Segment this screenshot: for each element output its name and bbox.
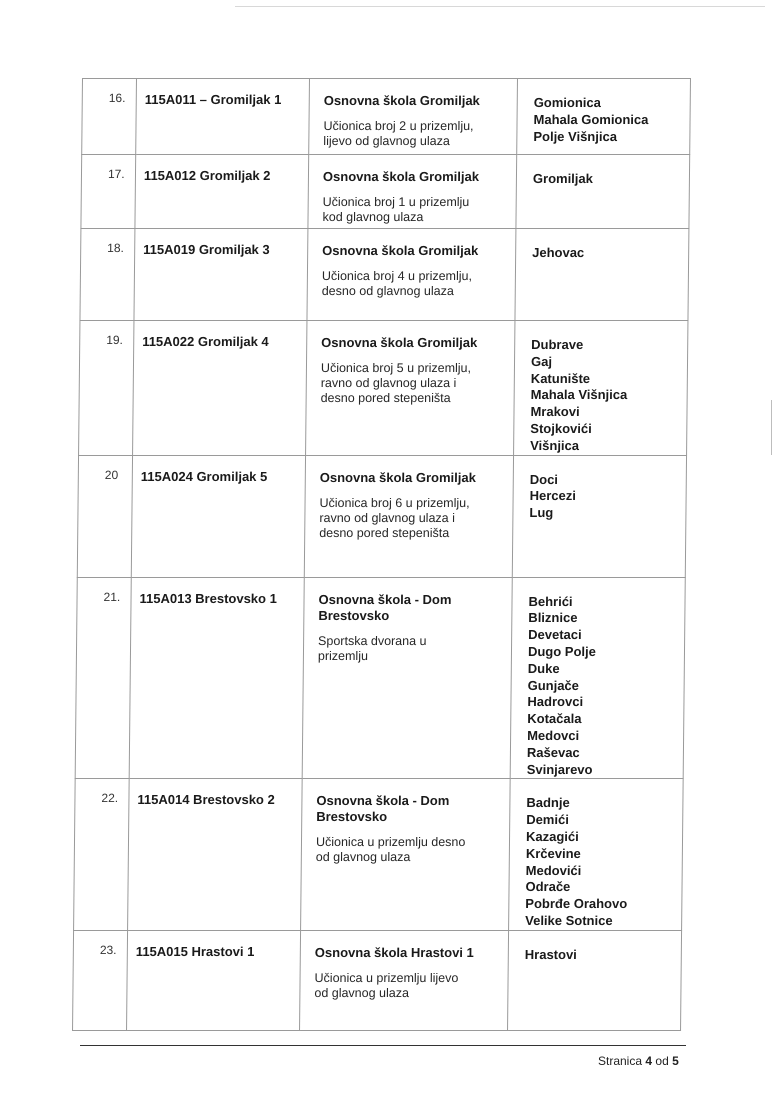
school-name-line: Osnovna škola Gromiljak xyxy=(322,169,480,184)
school-name-line: Osnovna škola Gromiljak xyxy=(322,243,479,258)
station-location xyxy=(306,321,515,456)
station-code: 115A024 Gromiljak 5 xyxy=(131,455,305,577)
table-row xyxy=(73,930,682,1030)
room-description xyxy=(322,269,505,299)
row-number: 21. xyxy=(75,577,131,779)
station-code: 115A015 Hrastovi 1 xyxy=(127,930,301,1030)
room-description xyxy=(316,835,499,865)
settlement-item: Gunjače xyxy=(527,677,580,693)
school-name-line: Osnovna škola - Dom xyxy=(318,591,452,607)
room-description-line: Sportska dvorana u xyxy=(318,633,427,648)
settlement-item: Doci xyxy=(529,471,559,487)
station-code: 115A022 Gromiljak 4 xyxy=(133,321,307,456)
polling-stations-table xyxy=(72,78,691,1031)
scan-edge-mark xyxy=(771,400,772,455)
station-code: 115A013 Brestovsko 1 xyxy=(129,577,304,779)
settlement-item: Medovići xyxy=(525,862,582,878)
row-number: 23. xyxy=(73,930,128,1030)
station-location xyxy=(300,930,509,1030)
room-description xyxy=(318,634,501,664)
settlements-list xyxy=(516,155,690,229)
room-description-line: Učionica u prizemlju desno xyxy=(315,835,466,850)
settlement-item: Mrakovi xyxy=(530,404,580,420)
school-name-line: Osnovna škola Hrastovi 1 xyxy=(314,944,474,960)
school-name xyxy=(315,945,498,961)
settlements-list xyxy=(508,930,682,1030)
settlement-item: Hrastovi xyxy=(524,946,577,962)
station-location xyxy=(301,779,511,930)
settlement-item: Hercezi xyxy=(529,488,576,504)
room-description xyxy=(323,119,506,149)
row-number: 19. xyxy=(79,321,134,456)
settlement-item: Jehovac xyxy=(532,245,585,260)
settlements-list xyxy=(515,229,689,321)
school-name-line: Osnovna škola Gromiljak xyxy=(323,93,480,108)
room-description xyxy=(322,195,505,225)
page-footer xyxy=(598,1054,679,1068)
footer-of: od xyxy=(655,1054,669,1068)
table-row xyxy=(79,321,688,456)
school-name xyxy=(323,169,506,185)
room-description xyxy=(319,496,502,541)
settlement-item: Katunište xyxy=(530,370,591,386)
settlement-item: Krčevine xyxy=(525,845,581,861)
footer-page-number: 4 xyxy=(645,1054,653,1068)
settlement-item: Višnjica xyxy=(530,437,580,453)
station-code: 115A014 Brestovsko 2 xyxy=(128,779,303,930)
table-row xyxy=(80,229,689,321)
room-description-line: prizemlju xyxy=(317,648,369,663)
settlement-item: Svinjarevo xyxy=(526,761,593,777)
polling-stations-table-wrapper xyxy=(72,78,690,1018)
table-row xyxy=(82,79,691,155)
settlement-item: Stojkovići xyxy=(530,420,592,436)
scan-edge-line xyxy=(235,6,765,7)
settlement-item: Pobrđe Orahovo xyxy=(525,896,628,912)
school-name xyxy=(316,793,499,825)
settlement-item: Lug xyxy=(529,505,554,521)
school-name-line: Osnovna škola - Dom xyxy=(316,793,450,809)
settlement-item: Velike Sotnice xyxy=(525,912,613,928)
station-location xyxy=(309,79,518,155)
table-row xyxy=(81,155,690,229)
school-name xyxy=(320,470,503,486)
settlements-list xyxy=(509,779,684,930)
settlement-item: Gaj xyxy=(530,353,553,369)
room-description-line: ravno od glavnog ulaza i xyxy=(320,376,457,390)
settlement-item: Duke xyxy=(527,660,560,676)
settlement-item: Demići xyxy=(526,812,569,828)
footer-label: Stranica xyxy=(598,1054,643,1068)
room-description-line: Učionica broj 2 u prizemlju, xyxy=(323,119,474,133)
footer-total-pages: 5 xyxy=(672,1054,679,1068)
room-description-line: desno pored stepeništa xyxy=(319,525,450,540)
school-name xyxy=(322,243,505,259)
station-code: 115A019 Gromiljak 3 xyxy=(134,229,308,321)
school-name xyxy=(324,93,507,109)
settlements-list xyxy=(514,321,688,456)
school-name-line: Osnovna škola Gromiljak xyxy=(319,469,476,485)
settlement-item: Dubrave xyxy=(531,337,584,352)
settlement-item: Gromiljak xyxy=(532,171,593,186)
school-name-line: Brestovsko xyxy=(318,607,390,623)
settlement-item: Kotačala xyxy=(527,711,582,727)
settlement-item: Gomionica xyxy=(533,95,602,110)
station-location xyxy=(302,577,512,779)
settlement-item: Bliznice xyxy=(528,610,578,626)
settlement-item: Mahala Gomionica xyxy=(533,111,649,127)
settlements-list xyxy=(517,79,691,155)
station-code: 115A012 Gromiljak 2 xyxy=(135,155,309,229)
settlement-item: Dugo Polje xyxy=(527,643,596,659)
station-code: 115A011 – Gromiljak 1 xyxy=(136,79,310,155)
table-row xyxy=(75,577,685,779)
settlement-item: Behrići xyxy=(528,593,573,609)
row-number: 18. xyxy=(80,229,135,321)
settlement-item: Kazagići xyxy=(525,828,579,844)
school-name xyxy=(321,335,504,351)
table-body xyxy=(73,79,691,1031)
room-description-line: ravno od glavnog ulaza i xyxy=(319,510,455,525)
settlement-item: Mahala Višnjica xyxy=(530,387,628,403)
row-number: 22. xyxy=(74,779,130,930)
table-row xyxy=(74,779,684,930)
settlement-item: Raševac xyxy=(526,744,580,760)
settlement-item: Medovci xyxy=(527,727,580,743)
school-name-line: Osnovna škola Gromiljak xyxy=(321,335,478,350)
room-description-line: Učionica broj 5 u prizemlju, xyxy=(320,361,472,375)
room-description-line: desno pored stepeništa xyxy=(320,391,451,405)
room-description-line: desno od glavnog ulaza xyxy=(321,284,454,298)
footer-rule xyxy=(80,1045,686,1046)
room-description-line: Učionica broj 6 u prizemlju, xyxy=(319,495,470,510)
room-description-line: Učionica u prizemlju lijevo xyxy=(314,970,459,985)
table-row xyxy=(77,455,686,577)
row-number: 16. xyxy=(82,79,137,155)
settlements-list xyxy=(510,577,685,779)
settlement-item: Polje Višnjica xyxy=(533,128,618,144)
settlement-item: Badnje xyxy=(526,795,570,811)
station-location xyxy=(304,455,513,577)
settlement-item: Hadrovci xyxy=(527,694,584,710)
school-name-line: Brestovsko xyxy=(316,809,388,825)
row-number: 20 xyxy=(77,455,132,577)
room-description-line: od glavnog ulaza xyxy=(314,985,410,1000)
room-description-line: Učionica broj 1 u prizemlju xyxy=(322,195,470,209)
room-description xyxy=(321,361,504,406)
settlement-item: Devetaci xyxy=(528,627,582,643)
room-description-line: Učionica broj 4 u prizemlju, xyxy=(321,269,473,283)
room-description-line: lijevo od glavnog ulaza xyxy=(323,134,450,148)
school-name xyxy=(318,592,501,624)
settlement-item: Odrače xyxy=(525,879,571,895)
row-number: 17. xyxy=(81,155,136,229)
room-description xyxy=(314,971,497,1001)
room-description-line: kod glavnog ulaza xyxy=(322,210,424,224)
settlements-list xyxy=(512,455,686,577)
station-location xyxy=(308,155,517,229)
station-location xyxy=(307,229,516,321)
room-description-line: od glavnog ulaza xyxy=(315,850,411,865)
